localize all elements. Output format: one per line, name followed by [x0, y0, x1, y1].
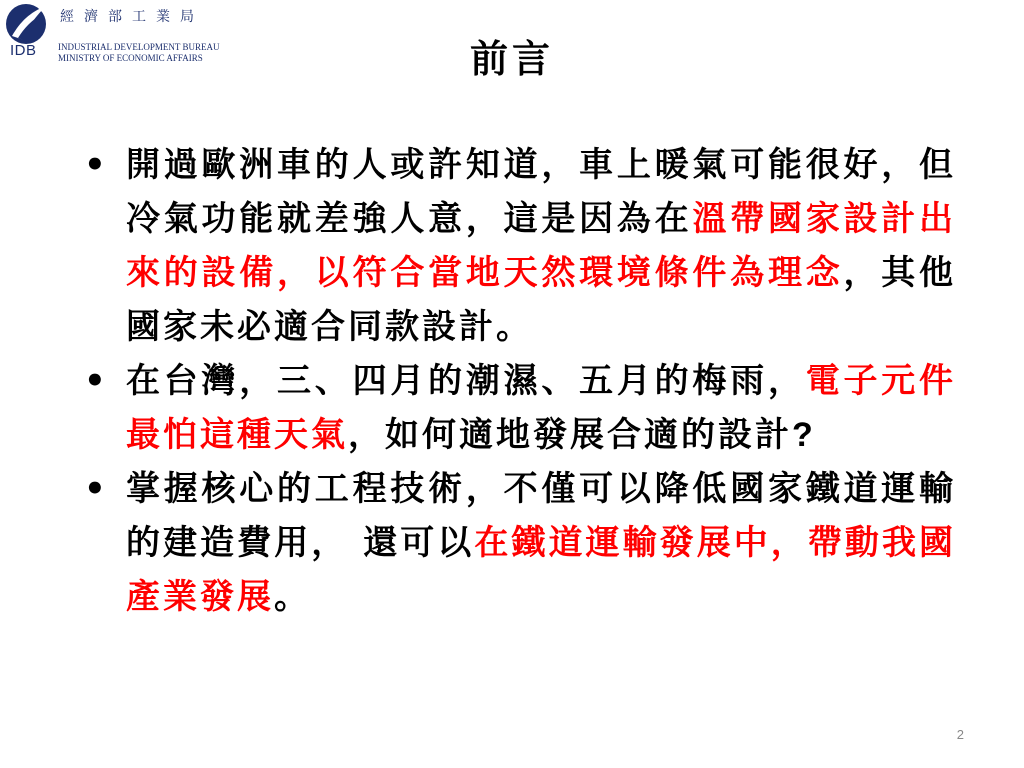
- logo-english-line-2: MINISTRY OF ECONOMIC AFFAIRS: [58, 53, 203, 63]
- bullet-2-highlight: 電子元件最怕這種天氣: [126, 361, 957, 455]
- bullet-item-2: [76, 354, 956, 462]
- bullet-dot-icon: •: [84, 361, 109, 401]
- bullet-3-text-b: 。: [274, 577, 311, 617]
- bullet-2-question-mark: ?: [792, 416, 816, 454]
- bullet-item-1: [76, 138, 956, 354]
- bullet-2-text-b: ，如何適地發展合適的設計: [348, 415, 792, 455]
- bullet-3-highlight: 在鐵道運輸發展中，帶動我國產業發展: [126, 523, 957, 617]
- bullet-item-3: [76, 462, 956, 624]
- bullet-1-text-b: ，其他國家未必適合同款設計。: [126, 253, 957, 347]
- bullet-1-highlight: 溫帶國家設計出來的設備，以符合當地天然環境條件為理念: [126, 199, 957, 293]
- logo-abbreviation: IDB: [10, 42, 37, 59]
- bullet-3-text-a: 掌握核心的工程技術，不僅可以降低國家鐵道運輸的建造費用， 還可以: [126, 469, 956, 563]
- bullet-dot-icon: •: [84, 145, 109, 185]
- bullet-list: [76, 138, 956, 624]
- logo-chinese-name: 經濟部工業局: [60, 9, 204, 25]
- logo-english-line-1: INDUSTRIAL DEVELOPMENT BUREAU: [58, 42, 220, 52]
- bullet-2-text-a: 在台灣，三、四月的潮濕、五月的梅雨，: [126, 361, 806, 401]
- slide-title: 前言: [469, 37, 554, 81]
- bullet-1-text-a: 開過歐洲車的人或許知道，車上暖氣可能很好，但冷氣功能就差強人意，這是因為在: [126, 145, 956, 239]
- bullet-dot-icon: •: [84, 469, 109, 509]
- page-number: 2: [956, 727, 964, 742]
